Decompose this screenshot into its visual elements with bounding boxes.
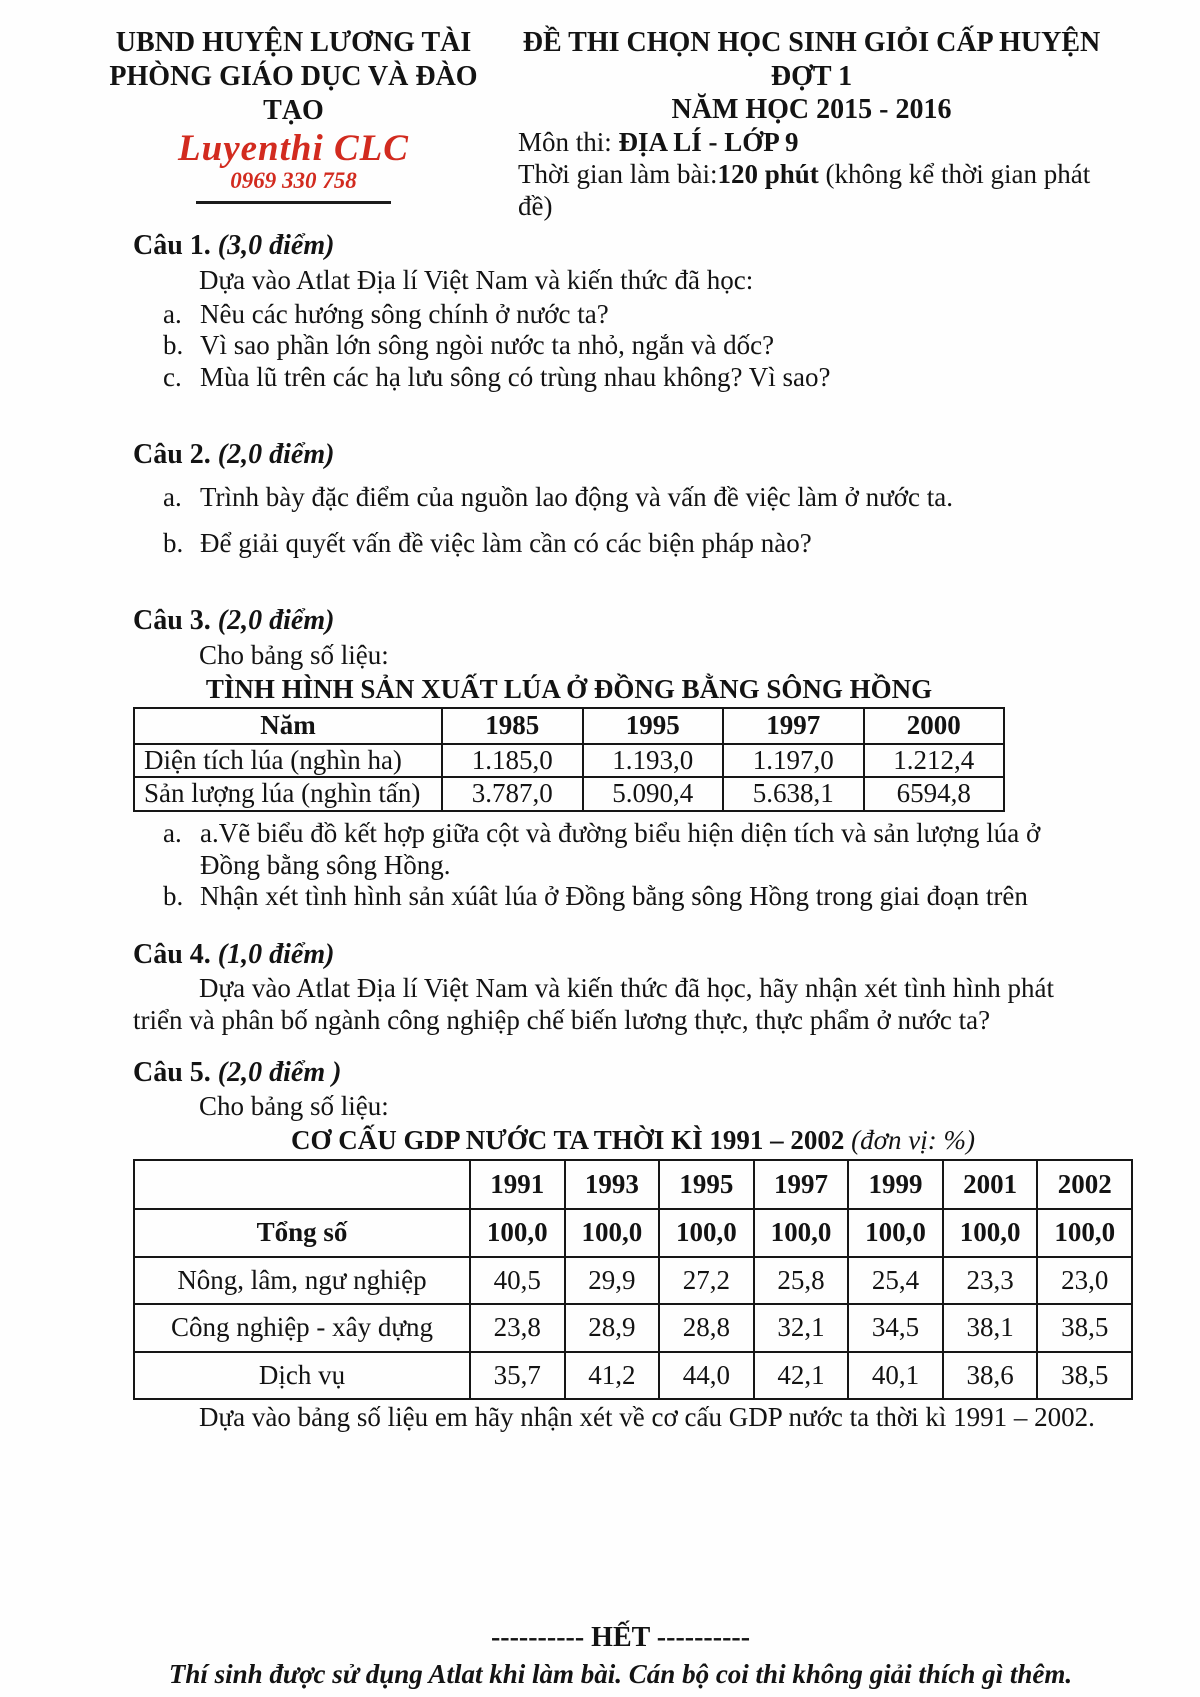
table-row (134, 744, 1004, 778)
table-cell: 28,8 (659, 1304, 754, 1352)
table-cell: 40,5 (470, 1257, 565, 1305)
subject-value: ĐỊA LÍ - LỚP 9 (618, 126, 799, 157)
column-header: Năm (134, 708, 442, 744)
question-4-heading (133, 939, 1105, 972)
table-cell: 1.193,0 (583, 744, 724, 778)
column-header: 1993 (565, 1160, 660, 1210)
item-label: a. (163, 482, 182, 513)
table-cell: 29,9 (565, 1257, 660, 1305)
table-cell: 34,5 (848, 1304, 943, 1352)
column-header: 1995 (583, 708, 724, 744)
table-cell: 35,7 (470, 1352, 565, 1400)
table-cell: Công nghiệp - xây dựng (134, 1304, 470, 1352)
document-footer (133, 1622, 1108, 1690)
table-cell: 41,2 (565, 1352, 660, 1400)
time-value: 120 phút (717, 158, 819, 189)
question-3-intro: Cho bảng số liệu: (199, 640, 389, 671)
item-text: Để giải quyết vấn đề việc làm cần có các biện pháp nào? (200, 527, 812, 558)
time-line (518, 159, 1105, 223)
table-cell: 27,2 (659, 1257, 754, 1305)
list-item (163, 482, 1105, 514)
item-label: b. (163, 330, 184, 361)
gdp-title-text: CƠ CẤU GDP NƯỚC TA THỜI KÌ 1991 – 2002 (291, 1124, 845, 1155)
table-cell: 5.090,4 (583, 777, 724, 811)
question-number: Câu 4. (133, 938, 211, 970)
question-2-heading (133, 439, 1105, 472)
item-label: b. (163, 527, 184, 558)
question-points: (2,0 điểm ) (217, 1056, 342, 1088)
table-cell: 28,9 (565, 1304, 660, 1352)
question-3 (133, 605, 1105, 912)
table-cell: 1.197,0 (723, 744, 864, 778)
table-cell: 100,0 (754, 1209, 849, 1257)
table-cell: 25,8 (754, 1257, 849, 1305)
column-header (134, 1160, 470, 1210)
table-cell: 100,0 (943, 1209, 1038, 1257)
item-text: Nêu các hướng sông chính ở nước ta? (200, 298, 609, 329)
gdp-table-block (133, 1125, 1133, 1400)
school-year: NĂM HỌC 2015 - 2016 (671, 94, 952, 126)
question-5-note: Dựa vào bảng số liệu em hãy nhận xét về cơ cấu GDP nước ta thời kì 1991 – 2002. (199, 1402, 1095, 1433)
item-text: Trình bày đặc điểm của nguồn lao động và vấn đề việc làm ở nước ta. (200, 482, 953, 513)
list-item (163, 528, 1105, 560)
question-points: (2,0 điểm) (217, 439, 335, 471)
table-cell: 23,3 (943, 1257, 1038, 1305)
list-item (163, 881, 1105, 913)
table-cell: Tổng số (134, 1209, 470, 1257)
item-label: b. (163, 881, 184, 912)
question-1-items (133, 299, 1105, 394)
table-cell: 38,1 (943, 1304, 1038, 1352)
question-3-items (133, 818, 1105, 913)
question-number: Câu 3. (133, 605, 211, 637)
table-cell: 38,6 (943, 1352, 1038, 1400)
exam-title-block (496, 26, 1105, 222)
question-number: Câu 1. (133, 230, 211, 262)
table-cell: 38,5 (1037, 1304, 1132, 1352)
issuer-line-1: UBND HUYỆN LƯƠNG TÀI (115, 27, 472, 58)
item-text: Nhận xét tình hình sản xúât lúa ở Đồng bằng sông Hồng trong giai đoạn trên (200, 881, 1028, 912)
table-row (134, 1257, 1132, 1305)
table-cell: 32,1 (754, 1304, 849, 1352)
column-header: 2000 (864, 708, 1005, 744)
question-points: (2,0 điểm) (217, 605, 335, 637)
question-3-heading (133, 605, 1105, 638)
item-label: c. (163, 361, 182, 392)
question-5 (133, 1056, 1116, 1434)
table-header-row (134, 1160, 1132, 1210)
table-cell: 3.787,0 (442, 777, 583, 811)
question-points: (3,0 điểm) (217, 230, 335, 262)
logo-text: Luyenthi CLC (178, 128, 409, 170)
item-label: a. (163, 298, 182, 329)
column-header: 1995 (659, 1160, 754, 1210)
column-header: 1985 (442, 708, 583, 744)
end-marker: ---------- HẾT ---------- (490, 1621, 751, 1653)
question-1 (133, 230, 1105, 393)
subject-label: Môn thi: (518, 126, 619, 157)
table-cell: 38,5 (1037, 1352, 1132, 1400)
question-number: Câu 2. (133, 439, 211, 471)
table-cell: Sản lượng lúa (nghìn tấn) (134, 777, 442, 811)
table-row (134, 1304, 1132, 1352)
gdp-table-title (133, 1125, 1133, 1157)
list-item (163, 362, 1105, 394)
table-cell: 42,1 (754, 1352, 849, 1400)
table-cell: 25,4 (848, 1257, 943, 1305)
question-4 (133, 939, 1105, 1037)
time-note: (không kể thời gian phát đề) (518, 158, 1091, 221)
question-1-intro: Dựa vào Atlat Địa lí Việt Nam và kiến thức đã học: (199, 265, 754, 296)
question-4-body: Dựa vào Atlat Địa lí Việt Nam và kiến thức đã học, hãy nhận xét tình hình phát triển và phân bố ngành công nghiệp chế biến lương thực, thực phẩm ở nước ta? (133, 973, 1054, 1036)
table-cell: 100,0 (848, 1209, 943, 1257)
question-5-intro: Cho bảng số liệu: (199, 1091, 389, 1122)
column-header: 1991 (470, 1160, 565, 1210)
table-cell: 6594,8 (864, 777, 1005, 811)
logo-phone-number: 0969 330 758 (230, 168, 357, 194)
table-cell: Dịch vụ (134, 1352, 470, 1400)
footer-note: Thí sinh được sử dụng Atlat khi làm bài. Cán bộ coi thi không giải thích gì thêm. (168, 1658, 1073, 1689)
column-header: 1999 (848, 1160, 943, 1210)
list-item (163, 330, 1105, 362)
rice-table-block (133, 674, 1005, 812)
table-cell: 5.638,1 (723, 777, 864, 811)
header-divider (196, 201, 391, 204)
table-cell: 100,0 (659, 1209, 754, 1257)
table-cell: 23,0 (1037, 1257, 1132, 1305)
question-1-heading (133, 230, 1105, 263)
gdp-structure-table (133, 1159, 1133, 1401)
issuer-line-2: PHÒNG GIÁO DỤC VÀ ĐÀO TẠO (109, 61, 478, 127)
table-cell: 40,1 (848, 1352, 943, 1400)
table-cell: 23,8 (470, 1304, 565, 1352)
time-label: Thời gian làm bài: (518, 158, 718, 189)
table-cell: 100,0 (1037, 1209, 1132, 1257)
document-header (91, 26, 1105, 222)
table-row (134, 1209, 1132, 1257)
gdp-title-unit: (đơn vị: %) (851, 1124, 975, 1155)
table-row (134, 777, 1004, 811)
list-item (163, 818, 1105, 881)
table-header-row (134, 708, 1004, 744)
rice-production-table (133, 707, 1005, 812)
item-label: a. (163, 817, 182, 848)
question-2-items (133, 482, 1105, 559)
rice-table-title: TÌNH HÌNH SẢN XUẤT LÚA Ở ĐỒNG BẰNG SÔNG HỒNG (205, 673, 933, 704)
list-item (163, 299, 1105, 331)
table-cell: Nông, lâm, ngư nghiệp (134, 1257, 470, 1305)
table-cell: Diện tích lúa (nghìn ha) (134, 744, 442, 778)
luyenthi-clc-logo (91, 130, 496, 193)
column-header: 1997 (723, 708, 864, 744)
table-cell: 100,0 (565, 1209, 660, 1257)
exam-title: ĐỀ THI CHỌN HỌC SINH GIỎI CẤP HUYỆN ĐỢT 1 (522, 27, 1101, 92)
column-header: 1997 (754, 1160, 849, 1210)
question-points: (1,0 điểm) (217, 938, 335, 970)
item-text: Mùa lũ trên các hạ lưu sông có trùng nhau không? Vì sao? (200, 361, 831, 392)
table-row (134, 1352, 1132, 1400)
table-cell: 44,0 (659, 1352, 754, 1400)
question-2 (133, 439, 1105, 559)
column-header: 2002 (1037, 1160, 1132, 1210)
question-5-heading (133, 1057, 1105, 1090)
issuer-block (91, 26, 496, 222)
subject-line (518, 127, 1105, 159)
table-cell: 1.185,0 (442, 744, 583, 778)
item-text: a.Vẽ biểu đồ kết hợp giữa cột và đường biểu hiện diện tích và sản lượng lúa ở Đồng bằng sông Hồng. (200, 817, 1041, 880)
table-cell: 1.212,4 (864, 744, 1005, 778)
question-number: Câu 5. (133, 1056, 211, 1088)
column-header: 2001 (943, 1160, 1038, 1210)
table-cell: 100,0 (470, 1209, 565, 1257)
item-text: Vì sao phần lớn sông ngòi nước ta nhỏ, ngắn và dốc? (200, 330, 775, 361)
